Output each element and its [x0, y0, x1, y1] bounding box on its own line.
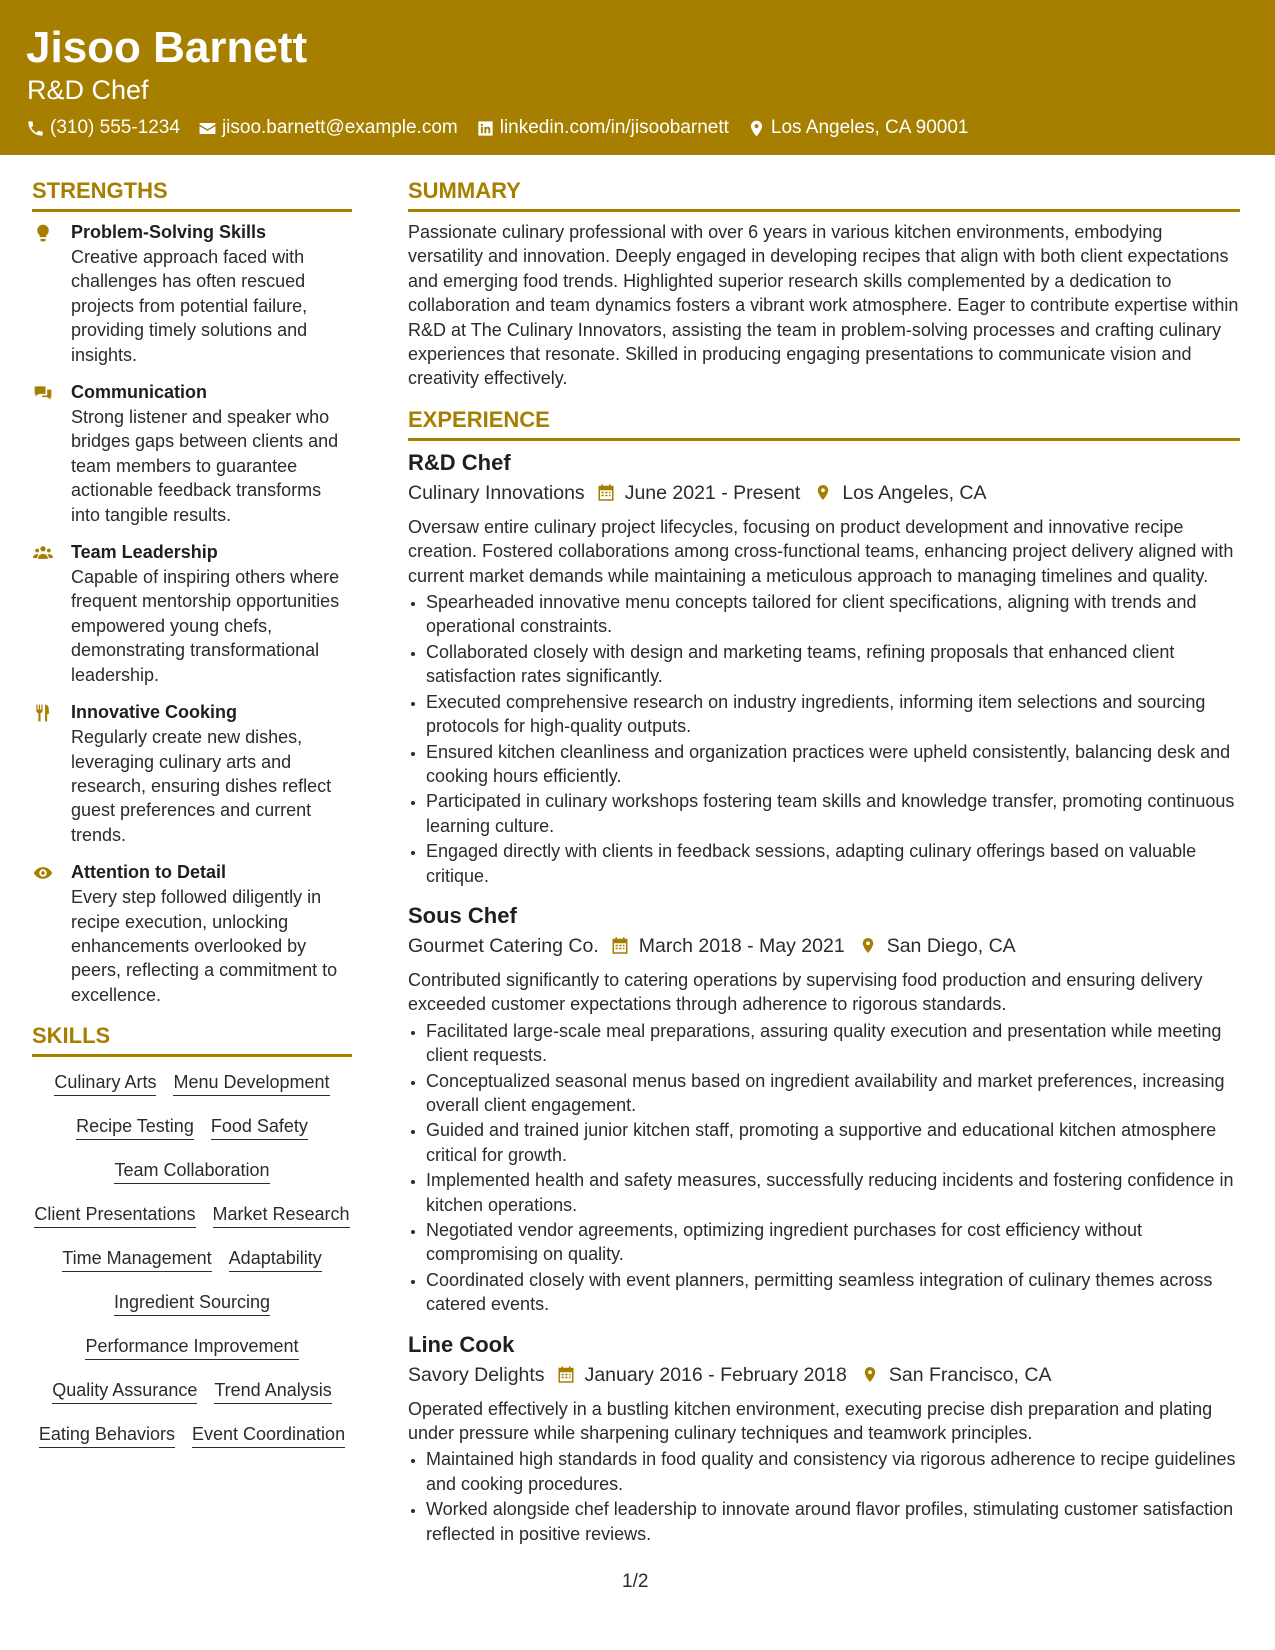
strength-description: Strong listener and speaker who bridges gaps between clients and team members to guarantee actionable feedback transforms into tangible results.	[71, 407, 339, 525]
job-meta	[408, 479, 1240, 507]
skill-tag: Trend Analysis	[214, 1377, 331, 1404]
strength-item	[32, 860, 352, 1007]
team-icon	[32, 543, 54, 563]
utensils-icon	[32, 703, 54, 723]
strength-title: Problem-Solving Skills	[71, 222, 267, 242]
job-description: Operated effectively in a bustling kitchen environment, executing precise dish preparation and plating under pressure while sharpening culinary techniques and teamwork principles.	[408, 1398, 1213, 1444]
job-meta	[408, 932, 1240, 960]
job-dates: March 2018 - May 2021	[638, 934, 845, 957]
job-entry	[408, 902, 1240, 1317]
job-bullet: • Engaged directly with clients in feedback sessions, adapting culinary offerings based on valuable critique.	[426, 839, 1240, 888]
job-company: Culinary Innovations	[408, 481, 585, 504]
calendar-icon	[611, 936, 629, 955]
job-bullet: • Ensured kitchen cleanliness and organization practices were upheld consistently, balancing desk and cooking hours efficiently.	[426, 740, 1240, 789]
lightbulb-icon	[32, 223, 54, 243]
skill-tag: Adaptability	[229, 1245, 322, 1272]
strength-item	[32, 220, 352, 367]
contact-bar	[26, 115, 968, 141]
skill-tag: Client Presentations	[34, 1201, 195, 1228]
skills-list	[32, 1065, 352, 1465]
skill-tag: Ingredient Sourcing	[114, 1289, 270, 1316]
map-pin-icon	[814, 483, 832, 502]
experience-heading: EXPERIENCE	[408, 405, 1240, 441]
page-number: 1/2	[622, 1571, 649, 1592]
location-text: Los Angeles, CA 90001	[770, 117, 969, 138]
map-pin-icon	[861, 1365, 879, 1384]
job-bullet: • Guided and trained junior kitchen staff, promoting a supportive and educational kitchen atmosphere critical for growth.	[426, 1118, 1240, 1167]
strength-title: Team Leadership	[71, 542, 218, 563]
job-bullet: • Worked alongside chef leadership to innovate around flavor profiles, stimulating customer satisfaction reflected in positive reviews.	[426, 1497, 1240, 1546]
job-bullets	[408, 590, 1240, 888]
chat-bubbles-icon	[32, 383, 54, 403]
job-entry	[408, 449, 1240, 888]
job-bullet: • Implemented health and safety measures, successfully reducing incidents and fostering confidence in kitchen operations.	[426, 1168, 1240, 1217]
job-bullet: • Participated in culinary workshops fostering team skills and knowledge transfer, promoting continuous learning culture.	[426, 789, 1240, 838]
email-text: jisoo.barnett@example.com	[221, 117, 458, 138]
job-bullet: • Maintained high standards in food quality and consistency via rigorous adherence to recipe guidelines and cooking procedures.	[426, 1447, 1240, 1496]
strength-description: Regularly create new dishes, leveraging culinary arts and research, ensuring dishes reflect guest preferences and current trends.	[71, 727, 332, 845]
strength-title: Attention to Detail	[71, 862, 226, 883]
job-bullet: • Collaborated closely with design and marketing teams, refining proposals that enhanced client satisfaction rates significantly.	[426, 640, 1240, 689]
candidate-role: R&D Chef	[27, 75, 149, 105]
skill-tag: Recipe Testing	[76, 1113, 194, 1140]
contact-linkedin[interactable]	[476, 115, 729, 141]
job-dates: January 2016 - February 2018	[584, 1363, 847, 1386]
job-company: Gourmet Catering Co.	[408, 934, 599, 957]
skills-heading: SKILLS	[32, 1021, 352, 1057]
phone-text: (310) 555-1234	[50, 117, 180, 138]
job-dates: June 2021 - Present	[624, 481, 801, 504]
right-column	[408, 176, 1240, 1560]
strength-description: Creative approach faced with challenges has often rescued projects from potential failure, providing timely solutions and insights.	[71, 247, 308, 365]
map-pin-icon	[747, 119, 766, 138]
contact-email[interactable]	[198, 115, 458, 141]
phone-icon	[26, 119, 45, 138]
skill-tag: Quality Assurance	[52, 1377, 197, 1404]
job-description: Oversaw entire culinary project lifecycles, focusing on product development and innovative recipe creation. Fostered collaborations among cross-functional teams, enhancing project delivery aligned with current market demands while maintaining a meticulous approach to managing timelines and quality.	[408, 516, 1234, 586]
envelope-icon	[198, 119, 217, 138]
skill-tag: Performance Improvement	[85, 1333, 298, 1360]
job-bullet: • Facilitated large-scale meal preparations, assuring quality execution and presentation while meeting client requests.	[426, 1019, 1240, 1068]
resume-header	[0, 0, 1275, 155]
skill-tag: Food Safety	[211, 1113, 308, 1140]
linkedin-icon	[476, 119, 495, 138]
skill-tag: Menu Development	[173, 1069, 329, 1096]
skill-tag: Culinary Arts	[54, 1069, 156, 1096]
strength-item	[32, 540, 352, 687]
job-title: Line Cook	[408, 1331, 515, 1357]
job-bullet: • Negotiated vendor agreements, optimizing ingredient purchases for cost efficiency without compromising on quality.	[426, 1218, 1240, 1267]
job-meta	[408, 1361, 1240, 1389]
job-title: R&D Chef	[408, 449, 511, 475]
candidate-name: Jisoo Barnett	[26, 23, 308, 72]
skill-tag: Time Management	[62, 1245, 211, 1272]
job-location: San Diego, CA	[886, 934, 1016, 957]
job-bullet: • Coordinated closely with event planners, permitting seamless integration of culinary themes across catered events.	[426, 1268, 1240, 1317]
strength-item	[32, 700, 352, 847]
calendar-icon	[597, 483, 615, 502]
job-bullet: • Executed comprehensive research on industry ingredients, informing item selections and sourcing protocols for high-quality outputs.	[426, 690, 1240, 739]
skill-tag: Market Research	[213, 1201, 350, 1228]
contact-location	[747, 115, 969, 141]
job-bullets	[408, 1447, 1240, 1546]
map-pin-icon	[859, 936, 877, 955]
job-bullets	[408, 1019, 1240, 1317]
strength-title: Communication	[71, 382, 208, 403]
skill-tag: Team Collaboration	[114, 1157, 269, 1184]
job-location: Los Angeles, CA	[842, 481, 987, 504]
job-bullet: • Spearheaded innovative menu concepts tailored for client specifications, aligning with trends and operational constraints.	[426, 590, 1240, 639]
calendar-icon	[557, 1365, 575, 1384]
strength-description: Every step followed diligently in recipe execution, unlocking enhancements overlooked by peers, reflecting a commitment to excellence.	[71, 887, 338, 1005]
left-column	[32, 176, 352, 1465]
job-bullet: • Conceptualized seasonal menus based on ingredient availability and market preferences, increasing overall client engagement.	[426, 1069, 1240, 1118]
strength-item	[32, 380, 352, 527]
job-description: Contributed significantly to catering operations by supervising food production and ensuring delivery exceeded customer expectations through adherence to rigorous standards.	[408, 969, 1203, 1015]
contact-phone	[26, 115, 180, 141]
skill-tag: Eating Behaviors	[39, 1421, 175, 1448]
strength-description: Capable of inspiring others where frequent mentorship opportunities empowered young chefs, demonstrating transformational leadership.	[71, 567, 340, 685]
job-location: San Francisco, CA	[888, 1363, 1052, 1386]
summary-heading: SUMMARY	[408, 176, 1240, 212]
strengths-heading: STRENGTHS	[32, 176, 352, 212]
strength-title: Innovative Cooking	[71, 702, 238, 723]
job-company: Savory Delights	[408, 1363, 545, 1386]
summary-text: Passionate culinary professional with over 6 years in various kitchen environments, embodying versatility and innovation. Deeply engaged in developing recipes that align with both client expectations and emerging food trends. Highlighted superior research skills complemented by a dedication to collaboration and team dynamics fosters a vibrant work atmosphere. Eager to contribute expertise within R&D at The Culinary Innovators, assisting the team in problem-solving processes and crafting culinary experiences that resonate. Skilled in producing engaging presentations to communicate vision and creativity effectively.	[408, 222, 1239, 389]
job-entry	[408, 1331, 1240, 1546]
eye-icon	[32, 863, 54, 883]
job-title: Sous Chef	[408, 902, 517, 928]
linkedin-text: linkedin.com/in/jisoobarnett	[499, 117, 729, 138]
skill-tag: Event Coordination	[192, 1421, 345, 1448]
